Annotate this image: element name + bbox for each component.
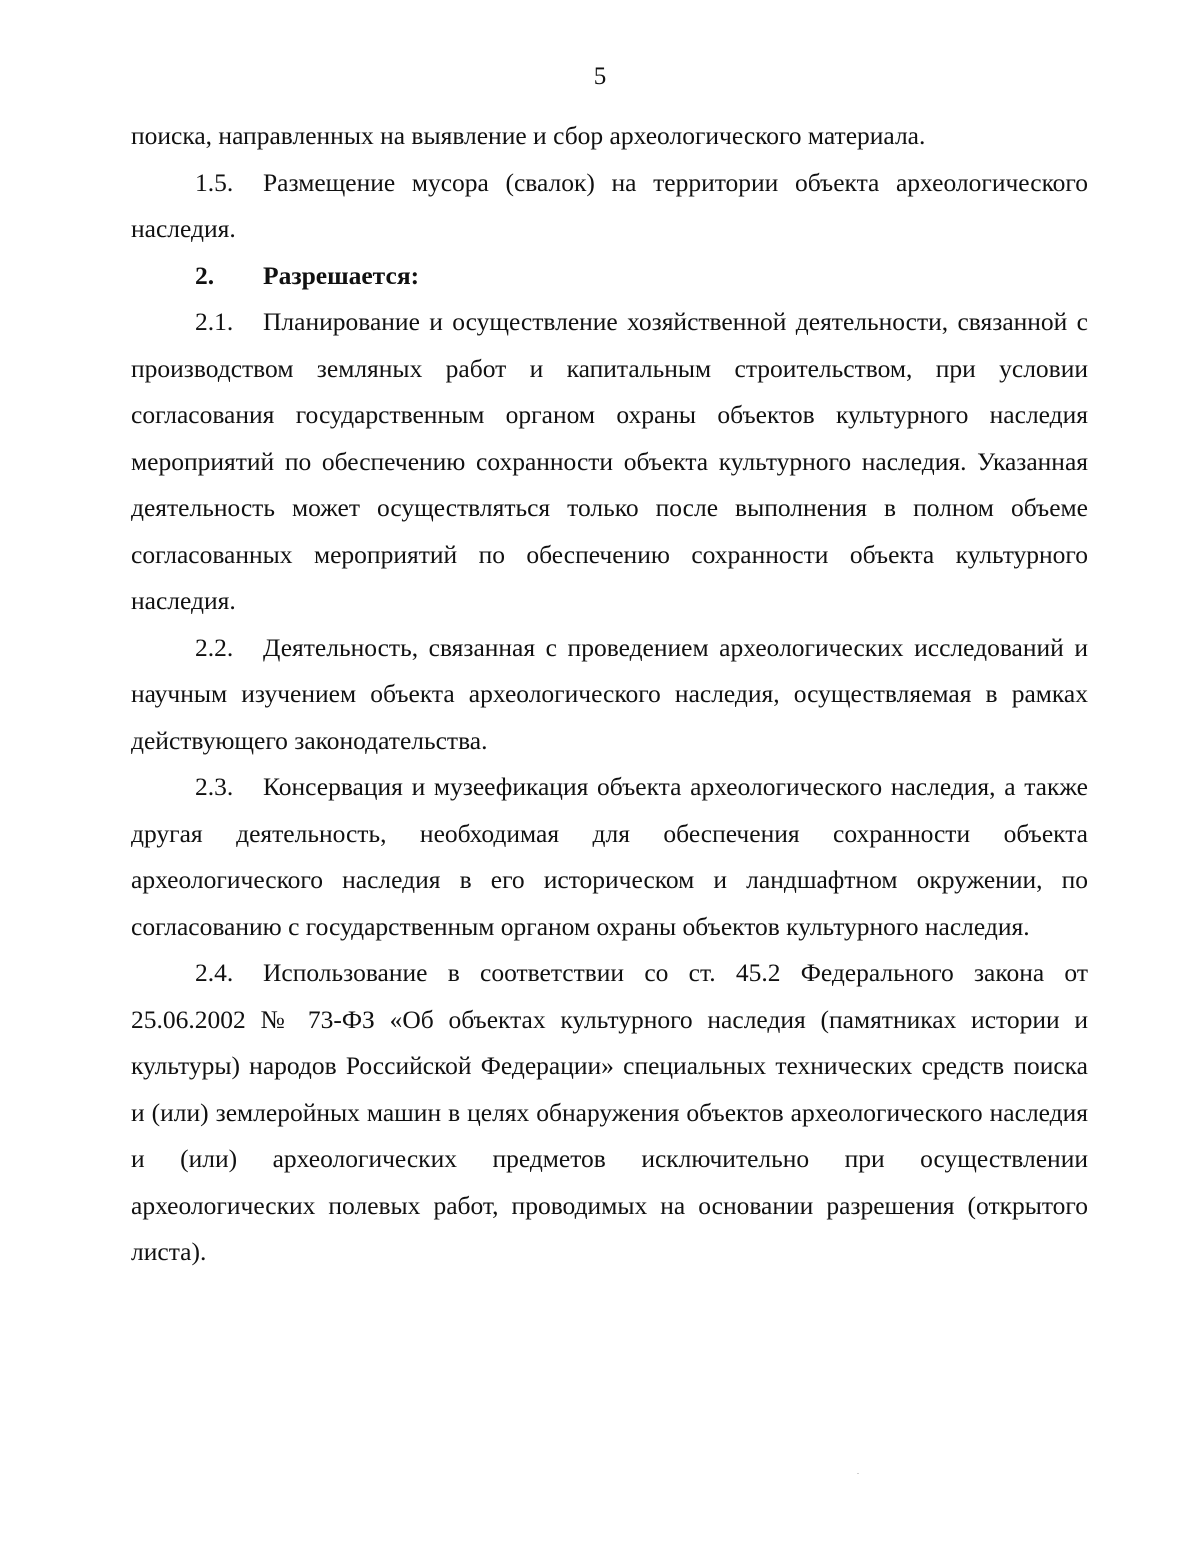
page-number: 5 <box>593 63 607 90</box>
paragraph-2-1 <box>131 299 1088 625</box>
paragraph-text: Использование в соответствии со ст. 45.2 Федерального закона от 25.06.2002 № 73-ФЗ «Об объектах культурного наследия (памятниках истории и культуры) народов Российской Федерации» специальных технических средств поиска и (или) землеройных машин в целях обнаружения объектов археологического наследия и (или) археологических предметов исключительно при осуществлении археологических полевых работ, проводимых на основании разрешения (открытого листа). <box>131 958 1088 1266</box>
section-heading-2 <box>131 253 1088 300</box>
paragraph-number: 2.4. <box>195 958 234 987</box>
paragraph-number: 2.2. <box>195 632 234 662</box>
paragraph-continuation <box>131 113 1088 160</box>
paragraph-number: 2.1. <box>195 307 234 336</box>
paragraph-text: Размещение мусора (свалок) на территории объекта археологического наследия. <box>131 167 1088 243</box>
paragraph-2-3 <box>131 764 1088 950</box>
paragraph-2-4 <box>131 950 1088 1276</box>
paragraph-text: Планирование и осуществление хозяйственной деятельности, связанной с производством земляных работ и капитальным строительством, при условии согласования государственным органом охраны объектов культурного наследия мероприятий по обеспечению сохранности объекта культурного наследия. Указанная деятельность может осуществляться только после выполнения в полном объеме согласованных мероприятий по обеспечению сохранности объекта культурного наследия. <box>131 307 1088 615</box>
paragraph-2-2 <box>131 625 1088 765</box>
paragraph-1-5 <box>131 160 1088 253</box>
document-body <box>131 113 1088 1276</box>
paragraph-number: 2.3. <box>195 772 234 801</box>
scan-speck <box>857 1473 859 1474</box>
section-number: 2. <box>195 260 215 290</box>
paragraph-text: поиска, направленных на выявление и сбор археологического материала. <box>131 121 926 150</box>
section-title: Разрешается: <box>263 260 420 290</box>
paragraph-number: 1.5. <box>195 167 234 197</box>
paragraph-text: Деятельность, связанная с проведением археологических исследований и научным изучением объекта археологического наследия, осуществляемая в рамках действующего законодательства. <box>131 632 1088 755</box>
paragraph-text: Консервация и музеефикация объекта археологического наследия, а также другая деятельность, необходимая для обеспечения сохранности объекта археологического наследия в его историческом и ландшафтном окружении, по согласованию с государственным органом охраны объектов культурного наследия. <box>131 772 1088 941</box>
